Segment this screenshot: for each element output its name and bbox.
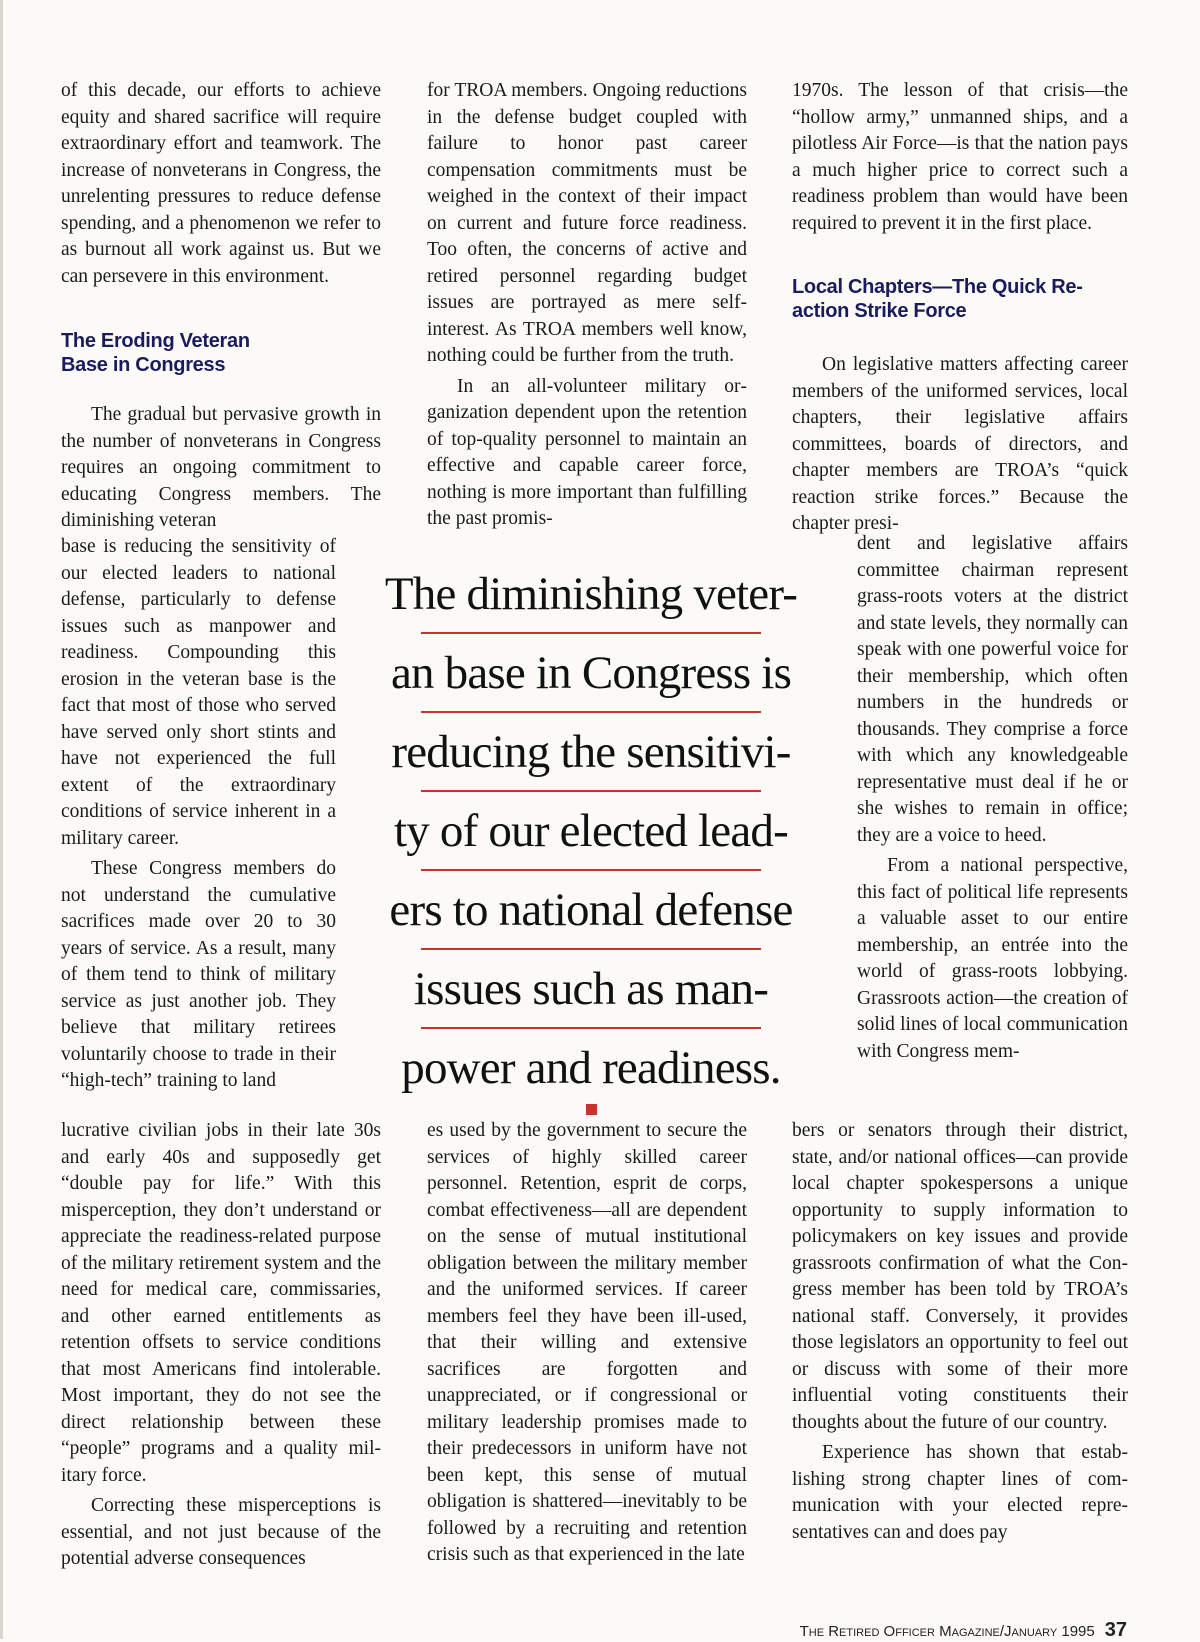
- column-2-top: [427, 78, 747, 537]
- pull-quote-divider: [421, 948, 761, 950]
- page-edge: [0, 0, 3, 1639]
- paragraph-promises: es used by the government to secure the services of highly skilled career personnel. Retention, esprit de corps, combat effectiveness—all are dependent on the sense of mutual institutional obligation between the military member and the uniformed services. If career members feel they have been ill-used, that their willing and extensive sacrifices are forgotten and unappreciated, or if congressional or military leadership promises made to their predecessors in uniform have not been kept, this sense of mutual obligation is shattered—inevitably to be followed by a recruiting and retention crisis such as that experienced in the late: [427, 1120, 747, 1565]
- column-3-bottom: [792, 1118, 1128, 1550]
- pull-quote-line: power and readiness.: [401, 1042, 781, 1094]
- pull-quote-line: an base in Congress is: [390, 647, 792, 699]
- paragraph-gradual-growth-cont: base is reducing the sensitivity of our elected leaders to national defense, particularly to defense issues such as manpower and readiness. Compounding this erosion in the veteran base is the fact that most of those who served have served only short stints and have not experienced the full extent of the extraordinary conditions of service inherent in a military career.: [61, 536, 336, 849]
- column-3-mid: [792, 352, 1128, 538]
- end-mark-square-icon: [586, 1104, 597, 1115]
- paragraph-gradual-growth: The gradual but pervasive growth in the number of nonveterans in Congress requires an ongoing commitment to educating Congress members. The diminishing veteran: [61, 404, 381, 531]
- heading-line: Base in Congress: [61, 354, 226, 376]
- magazine-name-date: The Retired Officer Magazine/January 1995: [799, 1623, 1095, 1640]
- column-3-narrow: [857, 531, 1128, 1065]
- column-1-top: [61, 78, 381, 294]
- column-1-bottom: [61, 1118, 381, 1577]
- page-number: 37: [1104, 1619, 1127, 1641]
- heading-line: Local Chapters—The Quick Re-: [792, 276, 1083, 298]
- pull-quote-divider: [421, 632, 761, 634]
- pull-quote-divider: [421, 790, 761, 792]
- paragraph-congress-members: These Congress members do not understand the cumulative sacrifices made over 20 to 30 years of service. As a result, many of them tend to think of military service as just another job. They believe that military retirees voluntarily choose to trade in their “high-tech” training to land: [61, 858, 336, 1091]
- paragraph-all-volunteer: In an all-volunteer military organization dependent upon the retention of top-quality personnel to maintain an effective and capable career force, nothing is more important than fulfilling the past promis-: [427, 375, 747, 529]
- pull-quote-line: reducing the sensitivi-: [391, 726, 791, 778]
- paragraph-troa-members: for TROA members. Ongoing reductions in the defense budget coupled with failure to honor past career compensation commitments must be weighed in the context of their impact on current and future force readiness. Too often, the concerns of active and retired personnel regarding budget issues are portrayed as mere self-interest. As TROA members well know, nothing could be further from the truth.: [427, 80, 747, 366]
- pull-quote: [358, 566, 824, 1115]
- section-heading-local-chapters: [792, 275, 1132, 323]
- pull-quote-line: ty of our elected lead-: [394, 805, 788, 857]
- paragraph-intro: of this decade, our efforts to achieve equity and shared sacrifice will require extraordinary effort and teamwork. The increase of nonveterans in Congress, the unrelenting pressures to reduce defense spending, and a phenomenon we refer to as burnout all work against us. But we can persevere in this environment.: [61, 80, 381, 287]
- column-1-mid: [61, 402, 381, 535]
- pull-quote-line: The diminishing veter-: [384, 568, 798, 620]
- column-1-narrow: [61, 534, 336, 1095]
- paragraph-national-perspective: From a national perspective, this fact of political life represents a valuable asset to our entire membership, an entrée into the world of grass-roots lobbying. Grassroots action—the creation of solid lines of local communication with Congress mem-: [857, 855, 1128, 1062]
- heading-line: action Strike Force: [792, 300, 967, 322]
- paragraph-hollow-army: 1970s. The lesson of that crisis—the “hollow army,” unmanned ships, and a pilotless Air Force—is that the nation pays a much higher price to correct such a readiness problem than would have been required to prevent it in the first place.: [792, 80, 1128, 234]
- column-2-bottom: [427, 1118, 747, 1573]
- pull-quote-line: issues such as man-: [413, 963, 769, 1015]
- pull-quote-line: ers to national defense: [389, 884, 793, 936]
- paragraph-correcting: Correcting these misperceptions is essential, and not just because of the potential adverse consequences: [61, 1495, 381, 1569]
- paragraph-legislative-matters: On legislative matters affecting career members of the uniformed services, local chapters, their legislative affairs committees, boards of directors, and chapter members are TROA’s “quick reaction strike forces.” Because the chapter presi-: [792, 354, 1128, 534]
- paragraph-experience: Experience has shown that establishing strong chapter lines of communication with your elected representatives can and does pay: [792, 1442, 1128, 1543]
- column-3-top: [792, 78, 1128, 241]
- heading-line: The Eroding Veteran: [61, 330, 250, 352]
- paragraph-legislative-cont: dent and legislative affairs committee chairman represent grass-roots voters at the district and state levels, they normally can speak with one powerful voice for their membership, which often numbers in the hundreds or thousands. They comprise a force with which any knowledgeable representative must deal if he or she wishes to remain in office; they are a voice to heed.: [857, 533, 1128, 846]
- pull-quote-divider: [421, 711, 761, 713]
- paragraph-grassroots: bers or senators through their district, state, and/or national offices—can provide local chapter spokespersons a unique opportunity to supply information to policymakers on key issues and provide grassroots confirmation of what the Congress member has been told by TROA’s national staff. Conversely, it provides those legislators an opportunity to feel out or discuss with some of their more influential voting constituents their thoughts about the future of our country.: [792, 1120, 1128, 1433]
- pull-quote-divider: [421, 1027, 761, 1029]
- paragraph-misperception: lucrative civilian jobs in their late 30s and early 40s and supposedly get “double pay for life.” With this misperception, they don’t understand or appreciate the readiness-related purpose of the military retirement system and the need for medical care, commissaries, and other earned entitlements as retention offsets to service conditions that most Americans find intolerable. Most important, they do not see the direct relationship between these “people” programs and a quality military force.: [61, 1120, 381, 1486]
- section-heading-eroding-veteran-base: [61, 329, 381, 377]
- pull-quote-divider: [421, 869, 761, 871]
